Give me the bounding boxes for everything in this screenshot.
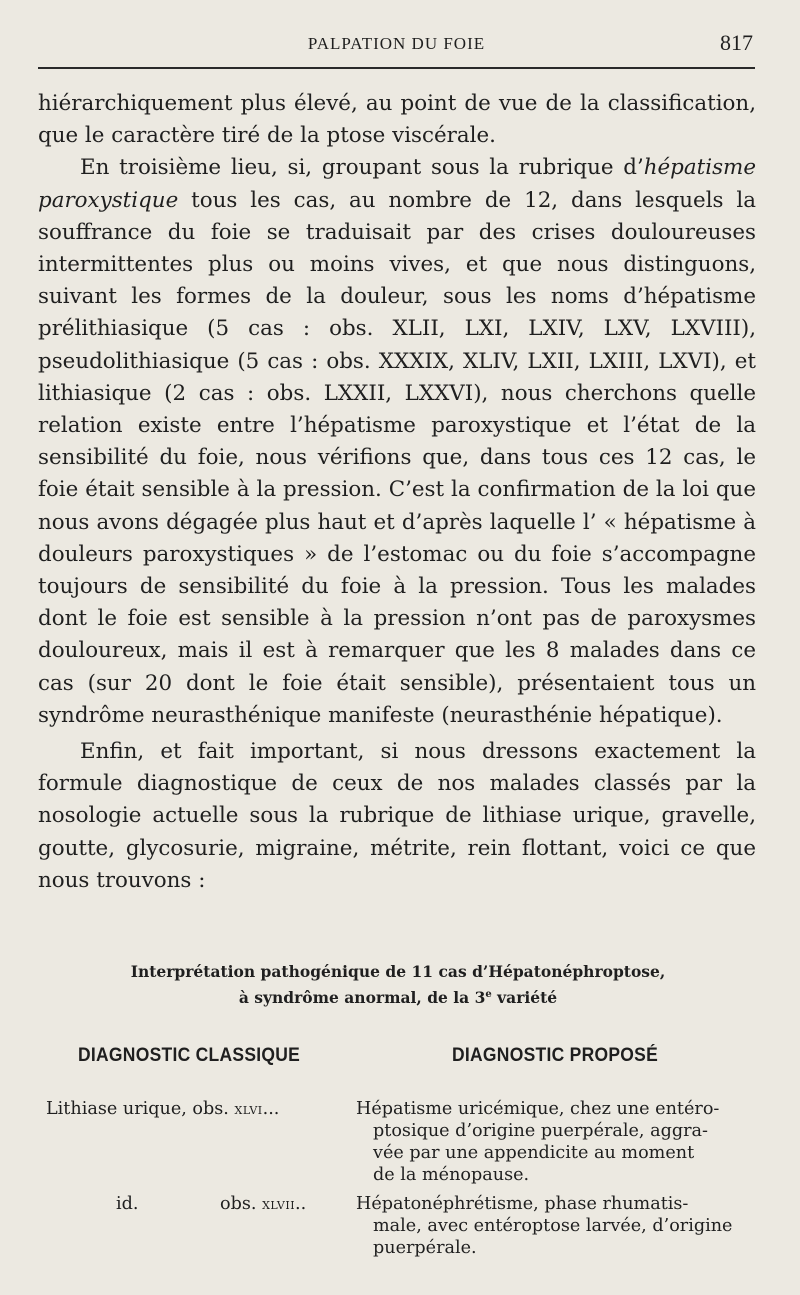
header-rule	[38, 67, 755, 69]
table-title-line-2: à syndrôme anormal, de la 3e variété	[238, 988, 558, 1008]
paragraph-2	[38, 152, 756, 732]
paragraph-2-lead: En troisième lieu, si, groupant sous la rubrique d’	[80, 155, 644, 181]
classic-diagnosis: id.	[116, 1194, 139, 1214]
column-header-classique: DIAGNOSTIC CLASSIQUE	[78, 1045, 301, 1066]
observation-number: xlvi	[234, 1100, 263, 1118]
paragraph-3: Enfin, et fait important, si nous dressons exactement la formule diagnostique de ceux de nos malades classés par la nosologie actuelle sous la rubrique de lithiase urique, gravelle, goutte, glycosurie, migraine, métrite, rein flottant, voici ce que nous trouvons :	[38, 739, 756, 893]
proposed-line: puerpérale.	[373, 1238, 477, 1258]
proposed-diagnosis	[356, 1193, 764, 1259]
classic-diagnosis-text: Lithiase urique, obs.	[46, 1099, 229, 1119]
leader-dots: ...	[262, 1099, 280, 1119]
paragraph-1: hiérarchiquement plus élevé, au point de vue de la classification, que le caractère tiré de la ptose viscérale.	[38, 91, 756, 149]
proposed-diagnosis	[356, 1098, 764, 1186]
table-title	[40, 960, 756, 1009]
observation-ref	[220, 1193, 306, 1215]
proposed-line: ptosique d’origine puerpérale, aggra-	[373, 1121, 708, 1141]
page-number: 817	[720, 30, 753, 55]
paragraph-2-emphasis: hépatisme paroxystique	[38, 155, 756, 213]
proposed-line: de la ménopause.	[373, 1165, 530, 1185]
body-text	[38, 88, 756, 897]
proposed-line: Hépatonéphrétisme, phase rhumatis-	[356, 1194, 689, 1214]
column-header-propose: DIAGNOSTIC PROPOSÉ	[452, 1045, 659, 1066]
proposed-line: Hépatisme uricémique, chez une entéro-	[356, 1099, 720, 1119]
classic-diagnosis	[46, 1098, 279, 1120]
running-head	[38, 28, 755, 68]
table-title-line-1: Interprétation pathogénique de 11 cas d’Hépatonéphroptose,	[130, 962, 666, 981]
paragraph-2-rest: tous les cas, au nombre de 12, dans lesquels la souffrance du foie se traduisait par des crises douloureuses intermittentes plus ou moins vives, et que nous distinguons, suivant les formes de la douleur, sous les noms d’hépatisme prélithiasique (5 cas : obs. XLII, LXI, LXIV, LXV, LXVIII), pseudolithiasique (5 cas : obs. XXXIX, XLIV, LXII, LXIII, LXVI), et lithiasique (2 cas : obs. LXXII, LXXVI), nous cherchons quelle relation existe entre l’hépatisme paroxystique et l’état de la sensibilité du foie, nous vérifions que, dans tous ces 12 cas, le foie était sensible à la pression. C’est la confirmation de la loi que nous avons dégagée plus haut et d’après laquelle l’ « hépatisme à douleurs paroxystiques » de l’estomac ou du foie s’accompagne toujours de sensibilité du foie à la pression. Tous les malades dont le foie est sensible à la pression n’ont pas de paroxysmes douloureux, mais il est à remarquer que les 8 malades dans ce cas (sur 20 dont le foie était sensible), présentaient tous un syndrôme neurasthénique manifeste (neurasthénie hépatique).	[38, 187, 756, 728]
leader-dots: ..	[295, 1194, 307, 1214]
proposed-line: vée par une appendicite au moment	[373, 1143, 695, 1163]
observation-number: xlvii	[262, 1195, 296, 1213]
observation-prefix: obs.	[220, 1194, 257, 1214]
running-title: PALPATION DU FOIE	[307, 34, 486, 53]
proposed-line: male, avec entéroptose larvée, d’origine	[373, 1216, 733, 1236]
